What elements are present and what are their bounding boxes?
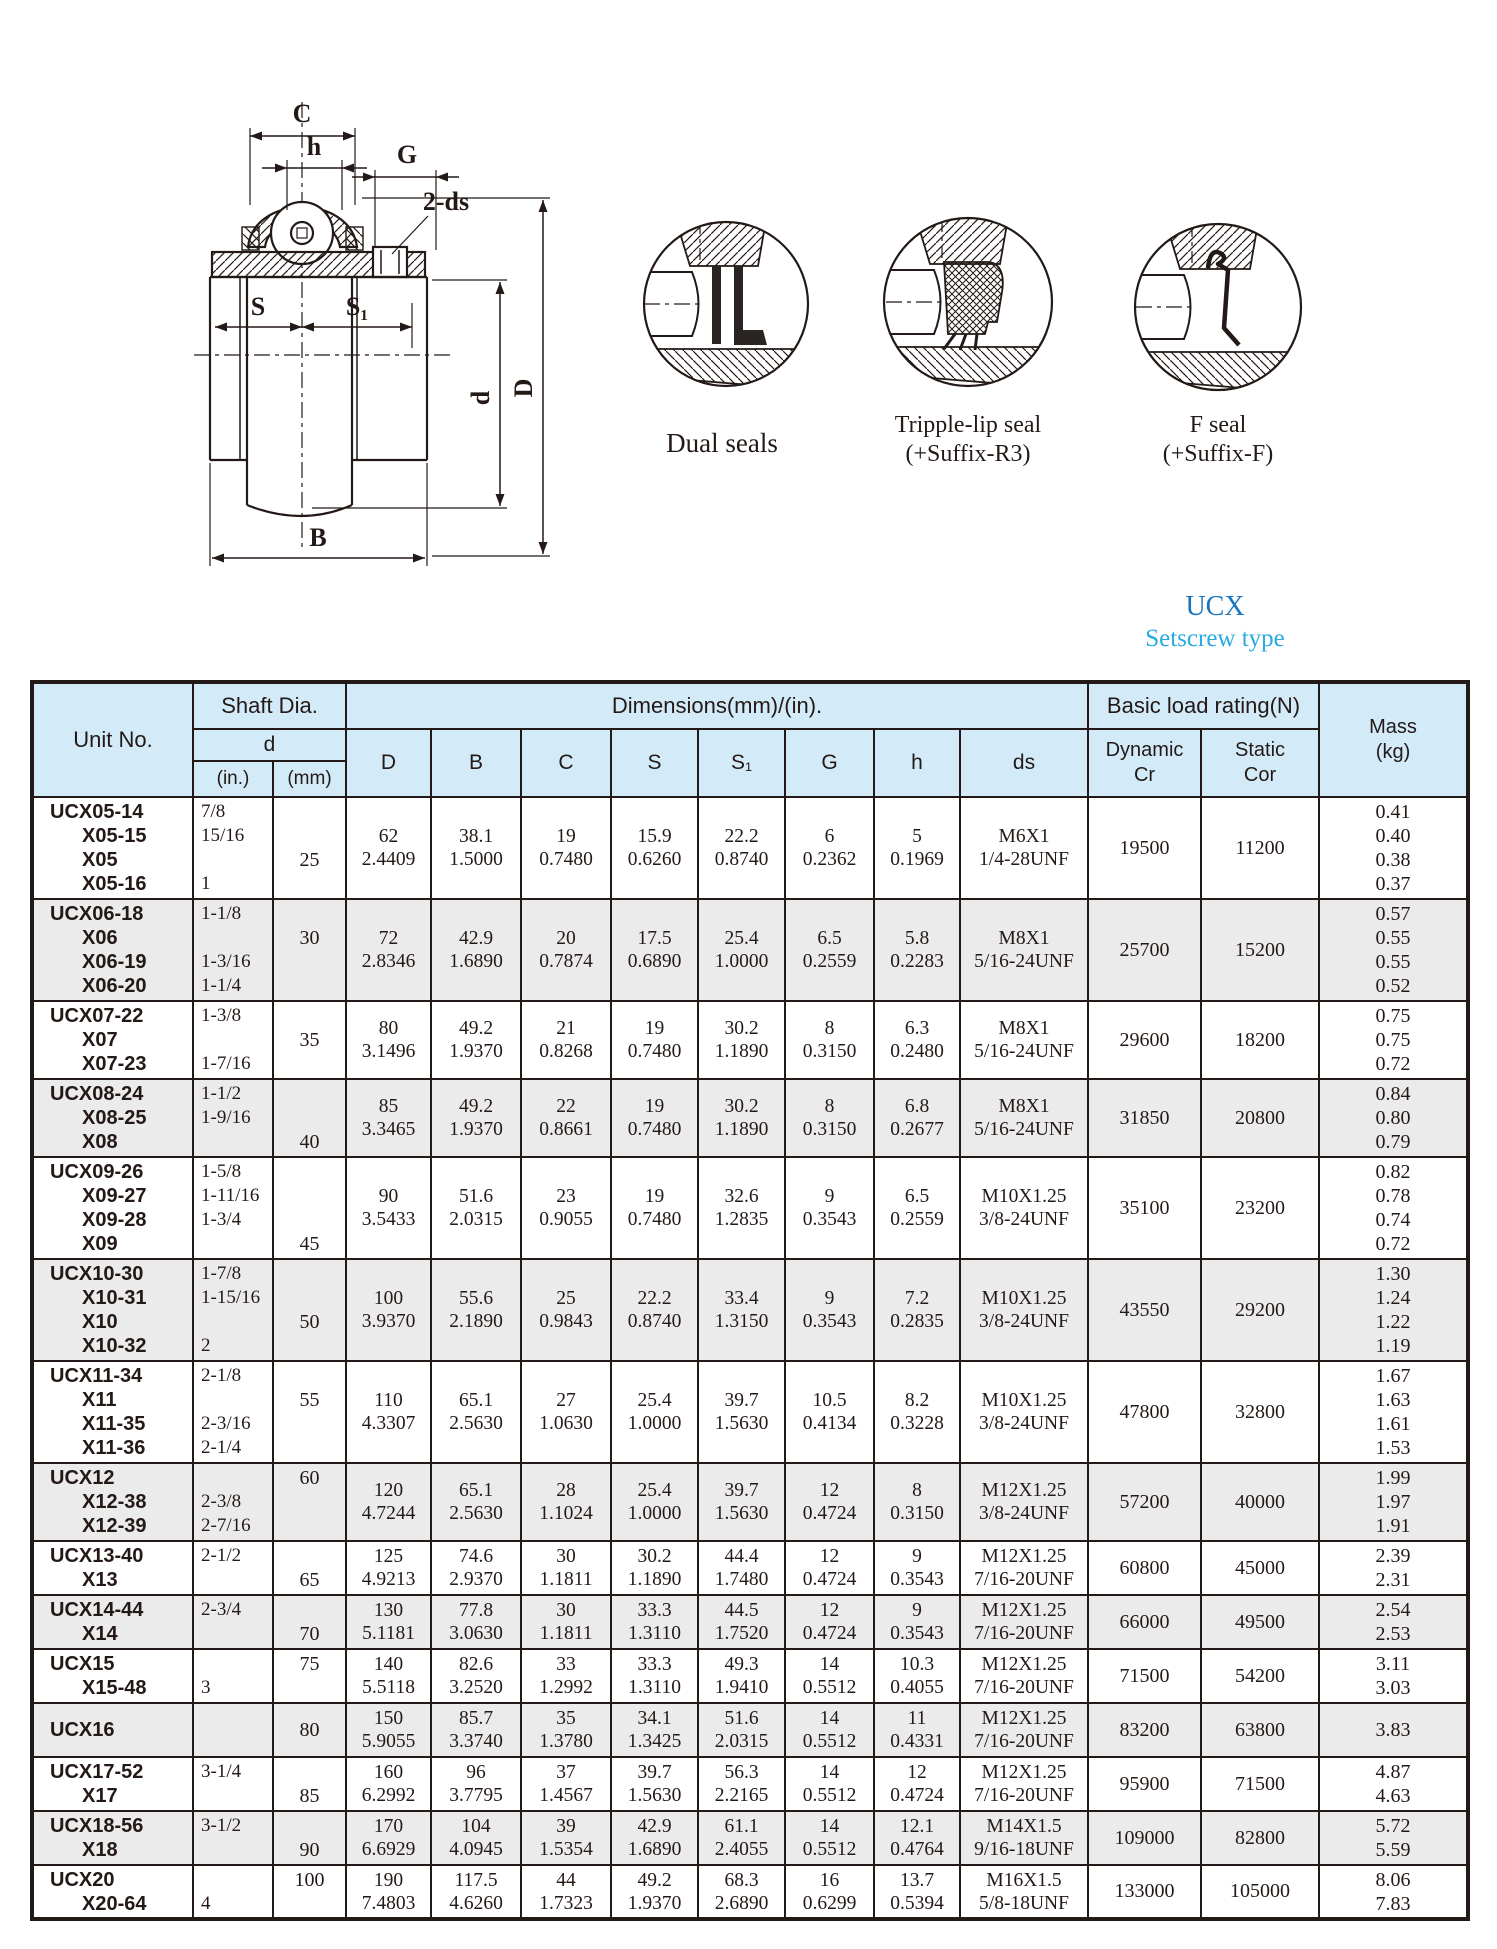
- dim-h-cell: 7.2 0.2835: [874, 1259, 960, 1361]
- dim-g-cell: 8 0.3150: [785, 1001, 874, 1079]
- dim-g-cell: 12 0.4724: [785, 1541, 874, 1595]
- shaft-dia-mm-cell: 80: [273, 1703, 346, 1757]
- seal-caption-tripple: Tripple-lip seal: [894, 412, 1042, 438]
- mass-label: Mass: [1369, 716, 1417, 738]
- shaft-dia-in-cell: 2-3/4: [193, 1595, 273, 1649]
- mass-unit-label: (kg): [1375, 741, 1411, 763]
- dim-c-cell: 35 1.3780: [521, 1703, 611, 1757]
- series-title: [1040, 590, 1390, 654]
- table-row: [32, 1811, 1468, 1865]
- seal-detail-dual: [640, 218, 812, 458]
- mass-cell: 8.06 7.83: [1319, 1865, 1468, 1919]
- dim-s1-cell: 30.2 1.1890: [698, 1001, 785, 1079]
- dim-s-cell: 33.3 1.3110: [611, 1595, 698, 1649]
- dim-g-cell: 12 0.4724: [785, 1595, 874, 1649]
- table-row: [32, 1079, 1468, 1157]
- dim-label-s1: S₁: [345, 292, 369, 321]
- unit-no-cell: UCX05-14 X05-15 X05 X05-16: [32, 797, 193, 899]
- dim-label-h: h: [306, 132, 322, 161]
- table-row: [32, 797, 1468, 899]
- dim-g-cell: 8 0.3150: [785, 1079, 874, 1157]
- dynamic-cr-cell: 66000: [1088, 1595, 1201, 1649]
- dim-s1-cell: 44.4 1.7480: [698, 1541, 785, 1595]
- unit-no-cell: UCX14-44 X14: [32, 1595, 193, 1649]
- dim-g-cell: 10.5 0.4134: [785, 1361, 874, 1463]
- dim-d-cell: 130 5.1181: [346, 1595, 431, 1649]
- mass-cell: 4.87 4.63: [1319, 1757, 1468, 1811]
- dim-d-cell: 150 5.9055: [346, 1703, 431, 1757]
- seal-right: [346, 227, 363, 250]
- shaft-dia-in-cell: 7/8 15/16 1: [193, 797, 273, 899]
- table-row: [32, 1595, 1468, 1649]
- dim-ds-cell: M14X1.5 9/16-18UNF: [960, 1811, 1088, 1865]
- static-label: Static: [1235, 739, 1286, 761]
- mass-cell: 0.41 0.40 0.38 0.37: [1319, 797, 1468, 899]
- dim-ds-cell: M12X1.25 7/16-20UNF: [960, 1703, 1088, 1757]
- dim-ds-cell: M16X1.5 5/8-18UNF: [960, 1865, 1088, 1919]
- mass-cell: 1.30 1.24 1.22 1.19: [1319, 1259, 1468, 1361]
- dim-c-cell: 19 0.7480: [521, 797, 611, 899]
- dynamic-cr-cell: 29600: [1088, 1001, 1201, 1079]
- static-cor-cell: 105000: [1201, 1865, 1319, 1919]
- col-header-unit-no: Unit No.: [32, 682, 193, 797]
- dim-g-cell: 16 0.6299: [785, 1865, 874, 1919]
- static-cor-cell: 54200: [1201, 1649, 1319, 1703]
- shaft-dia-mm-cell: 70: [273, 1595, 346, 1649]
- dim-s-cell: 19 0.7480: [611, 1079, 698, 1157]
- static-cor-cell: 71500: [1201, 1757, 1319, 1811]
- dim-b-cell: 82.6 3.2520: [431, 1649, 521, 1703]
- seal-detail-f: [1132, 221, 1304, 467]
- dim-h-cell: 9 0.3543: [874, 1595, 960, 1649]
- lube-hole: [291, 222, 313, 244]
- static-cor-cell: 32800: [1201, 1361, 1319, 1463]
- col-header-dim-ds: ds: [960, 729, 1088, 797]
- shaft-dia-in-cell: 3-1/2: [193, 1811, 273, 1865]
- dim-label-b: B: [309, 523, 327, 552]
- dim-d-cell: 120 4.7244: [346, 1463, 431, 1541]
- dim-c-cell: 25 0.9843: [521, 1259, 611, 1361]
- dim-ds-cell: M10X1.25 3/8-24UNF: [960, 1259, 1088, 1361]
- unit-no-cell: UCX07-22 X07 X07-23: [32, 1001, 193, 1079]
- col-header-dim-s1: S₁: [698, 729, 785, 797]
- shaft-dia-in-cell: 3: [193, 1649, 273, 1703]
- dim-s-cell: 25.4 1.0000: [611, 1361, 698, 1463]
- dim-b-cell: 96 3.7795: [431, 1757, 521, 1811]
- dim-ds-cell: M10X1.25 3/8-24UNF: [960, 1361, 1088, 1463]
- dim-label-g: G: [396, 140, 418, 169]
- dynamic-cr-cell: 35100: [1088, 1157, 1201, 1259]
- dim-c-cell: 21 0.8268: [521, 1001, 611, 1079]
- dim-s-cell: 30.2 1.1890: [611, 1541, 698, 1595]
- sleeve-cylinder: [210, 277, 427, 516]
- mass-cell: 5.72 5.59: [1319, 1811, 1468, 1865]
- spec-table-header: [32, 682, 1468, 797]
- dim-d-cell: 100 3.9370: [346, 1259, 431, 1361]
- col-header-d: d: [193, 729, 346, 761]
- dim-g-cell: 14 0.5512: [785, 1811, 874, 1865]
- dim-s-cell: 15.9 0.6260: [611, 797, 698, 899]
- dim-c-cell: 28 1.1024: [521, 1463, 611, 1541]
- dimension-annotations: [210, 99, 550, 566]
- dim-s1-cell: 68.3 2.6890: [698, 1865, 785, 1919]
- unit-no-cell: UCX17-52 X17: [32, 1757, 193, 1811]
- dim-ds-cell: M8X1 5/16-24UNF: [960, 899, 1088, 1001]
- dynamic-cr-cell: 109000: [1088, 1811, 1201, 1865]
- seal-detail-tripple-lip: [882, 216, 1054, 467]
- dim-label-c: C: [292, 99, 312, 128]
- col-header-dim-g: G: [785, 729, 874, 797]
- dim-h-cell: 6.5 0.2559: [874, 1157, 960, 1259]
- dim-d-cell: 160 6.2992: [346, 1757, 431, 1811]
- unit-no-cell: UCX16: [32, 1703, 193, 1757]
- col-header-in: (in.): [193, 761, 273, 797]
- dim-ds-cell: M6X1 1/4-28UNF: [960, 797, 1088, 899]
- shaft-dia-mm-cell: 100: [273, 1865, 346, 1919]
- dim-b-cell: 51.6 2.0315: [431, 1157, 521, 1259]
- dim-b-cell: 104 4.0945: [431, 1811, 521, 1865]
- dynamic-cr-cell: 47800: [1088, 1361, 1201, 1463]
- seal-caption-f: F seal: [1189, 412, 1247, 438]
- dim-d-cell: 170 6.6929: [346, 1811, 431, 1865]
- col-header-static-cor: [1201, 729, 1319, 797]
- col-header-dim-b: B: [431, 729, 521, 797]
- table-row: [32, 1649, 1468, 1703]
- shaft-dia-in-cell: [193, 1703, 273, 1757]
- dim-d-cell: 80 3.1496: [346, 1001, 431, 1079]
- table-row: [32, 1361, 1468, 1463]
- dim-s1-cell: 22.2 0.8740: [698, 797, 785, 899]
- dim-h-cell: 12.1 0.4764: [874, 1811, 960, 1865]
- static-cor-cell: 20800: [1201, 1079, 1319, 1157]
- dim-g-cell: 9 0.3543: [785, 1259, 874, 1361]
- dim-h-cell: 5 0.1969: [874, 797, 960, 899]
- shaft-dia-in-cell: 1-1/8 1-3/16 1-1/4: [193, 899, 273, 1001]
- dim-s1-cell: 44.5 1.7520: [698, 1595, 785, 1649]
- dim-b-cell: 42.9 1.6890: [431, 899, 521, 1001]
- dim-b-cell: 65.1 2.5630: [431, 1463, 521, 1541]
- col-header-shaft-dia: Shaft Dia.: [193, 682, 346, 729]
- mass-cell: 2.54 2.53: [1319, 1595, 1468, 1649]
- dim-h-cell: 13.7 0.5394: [874, 1865, 960, 1919]
- table-row: [32, 1757, 1468, 1811]
- unit-no-cell: UCX12 X12-38 X12-39: [32, 1463, 193, 1541]
- shaft-dia-mm-cell: 25: [273, 797, 346, 899]
- static-sub-label: Cor: [1243, 764, 1277, 786]
- seal-left: [242, 227, 259, 250]
- table-row: [32, 1259, 1468, 1361]
- static-cor-cell: 29200: [1201, 1259, 1319, 1361]
- mass-cell: 0.84 0.80 0.79: [1319, 1079, 1468, 1157]
- dim-g-cell: 6.5 0.2559: [785, 899, 874, 1001]
- static-cor-cell: 49500: [1201, 1595, 1319, 1649]
- dim-d-cell: 140 5.5118: [346, 1649, 431, 1703]
- dim-h-cell: 8.2 0.3228: [874, 1361, 960, 1463]
- dim-s-cell: 42.9 1.6890: [611, 1811, 698, 1865]
- dim-g-cell: 14 0.5512: [785, 1703, 874, 1757]
- col-header-dynamic-cr: [1088, 729, 1201, 797]
- dim-c-cell: 27 1.0630: [521, 1361, 611, 1463]
- shaft-dia-in-cell: 3-1/4: [193, 1757, 273, 1811]
- dim-h-cell: 8 0.3150: [874, 1463, 960, 1541]
- dim-h-cell: 11 0.4331: [874, 1703, 960, 1757]
- shaft-dia-mm-cell: 85: [273, 1757, 346, 1811]
- dim-c-cell: 20 0.7874: [521, 899, 611, 1001]
- dim-c-cell: 22 0.8661: [521, 1079, 611, 1157]
- dim-b-cell: 55.6 2.1890: [431, 1259, 521, 1361]
- static-cor-cell: 40000: [1201, 1463, 1319, 1541]
- shaft-dia-in-cell: 1-1/2 1-9/16: [193, 1079, 273, 1157]
- dim-label-dd: D: [509, 378, 538, 398]
- col-header-mm: (mm): [273, 761, 346, 797]
- table-row: [32, 1541, 1468, 1595]
- dim-b-cell: 65.1 2.5630: [431, 1361, 521, 1463]
- static-cor-cell: 11200: [1201, 797, 1319, 899]
- dynamic-cr-cell: 71500: [1088, 1649, 1201, 1703]
- seal-caption-f-suffix: (+Suffix-F): [1162, 441, 1274, 467]
- dim-s1-cell: 56.3 2.2165: [698, 1757, 785, 1811]
- col-header-load-rating: Basic load rating(N): [1088, 682, 1319, 729]
- mass-cell: 2.39 2.31: [1319, 1541, 1468, 1595]
- shaft-dia-mm-cell: 30: [273, 899, 346, 1001]
- dim-s-cell: 19 0.7480: [611, 1001, 698, 1079]
- dim-h-cell: 5.8 0.2283: [874, 899, 960, 1001]
- dim-ds-cell: M10X1.25 3/8-24UNF: [960, 1157, 1088, 1259]
- shaft-dia-mm-cell: 90: [273, 1811, 346, 1865]
- dim-ds-cell: M8X1 5/16-24UNF: [960, 1001, 1088, 1079]
- shaft-dia-in-cell: 1-5/8 1-11/16 1-3/4: [193, 1157, 273, 1259]
- table-row: [32, 899, 1468, 1001]
- dim-h-cell: 6.8 0.2677: [874, 1079, 960, 1157]
- dim-d-cell: 72 2.8346: [346, 899, 431, 1001]
- dim-s1-cell: 49.3 1.9410: [698, 1649, 785, 1703]
- dynamic-cr-cell: 25700: [1088, 899, 1201, 1001]
- shaft-dia-in-cell: 1-3/8 1-7/16: [193, 1001, 273, 1079]
- unit-no-cell: UCX08-24 X08-25 X08: [32, 1079, 193, 1157]
- shaft-dia-mm-cell: 45: [273, 1157, 346, 1259]
- mass-cell: 0.82 0.78 0.74 0.72: [1319, 1157, 1468, 1259]
- dim-ds-cell: M8X1 5/16-24UNF: [960, 1079, 1088, 1157]
- dim-c-cell: 30 1.1811: [521, 1541, 611, 1595]
- shaft-dia-mm-cell: 60: [273, 1463, 346, 1541]
- dim-b-cell: 49.2 1.9370: [431, 1079, 521, 1157]
- dim-d-cell: 190 7.4803: [346, 1865, 431, 1919]
- shaft-dia-mm-cell: 35: [273, 1001, 346, 1079]
- dim-ds-cell: M12X1.25 7/16-20UNF: [960, 1649, 1088, 1703]
- dim-s-cell: 19 0.7480: [611, 1157, 698, 1259]
- table-row: [32, 1463, 1468, 1541]
- dynamic-sub-label: Cr: [1133, 764, 1156, 786]
- dim-ds-cell: M12X1.25 7/16-20UNF: [960, 1595, 1088, 1649]
- unit-no-cell: UCX11-34 X11 X11-35 X11-36: [32, 1361, 193, 1463]
- mass-cell: 3.11 3.03: [1319, 1649, 1468, 1703]
- dim-b-cell: 117.5 4.6260: [431, 1865, 521, 1919]
- setscrew: [373, 247, 407, 277]
- static-cor-cell: 15200: [1201, 899, 1319, 1001]
- unit-no-cell: UCX09-26 X09-27 X09-28 X09: [32, 1157, 193, 1259]
- dim-d-cell: 125 4.9213: [346, 1541, 431, 1595]
- col-header-dim-c: C: [521, 729, 611, 797]
- dim-s-cell: 39.7 1.5630: [611, 1757, 698, 1811]
- table-row: [32, 1703, 1468, 1757]
- seal-caption-dual: Dual seals: [666, 428, 778, 458]
- dim-s-cell: 25.4 1.0000: [611, 1463, 698, 1541]
- dim-b-cell: 74.6 2.9370: [431, 1541, 521, 1595]
- mass-cell: 0.75 0.75 0.72: [1319, 1001, 1468, 1079]
- col-header-dim-s: S: [611, 729, 698, 797]
- dim-label-d: d: [466, 390, 495, 406]
- static-cor-cell: 82800: [1201, 1811, 1319, 1865]
- dim-g-cell: 9 0.3543: [785, 1157, 874, 1259]
- dynamic-label: Dynamic: [1105, 739, 1184, 761]
- shaft-dia-mm-cell: 40: [273, 1079, 346, 1157]
- dim-g-cell: 6 0.2362: [785, 797, 874, 899]
- dynamic-cr-cell: 95900: [1088, 1757, 1201, 1811]
- dim-s1-cell: 61.1 2.4055: [698, 1811, 785, 1865]
- unit-no-cell: UCX10-30 X10-31 X10 X10-32: [32, 1259, 193, 1361]
- dim-h-cell: 9 0.3543: [874, 1541, 960, 1595]
- dynamic-cr-cell: 57200: [1088, 1463, 1201, 1541]
- col-header-dimensions: Dimensions(mm)/(in).: [346, 682, 1088, 729]
- series-type: Setscrew type: [1145, 625, 1285, 652]
- dim-s-cell: 49.2 1.9370: [611, 1865, 698, 1919]
- shaft-dia-in-cell: 2-3/8 2-7/16: [193, 1463, 273, 1541]
- dim-s1-cell: 39.7 1.5630: [698, 1463, 785, 1541]
- seal-caption-tripple-suffix: (+Suffix-R3): [905, 441, 1031, 467]
- unit-no-cell: UCX15 X15-48: [32, 1649, 193, 1703]
- shaft-dia-mm-cell: 50: [273, 1259, 346, 1361]
- shaft-dia-mm-cell: 65: [273, 1541, 346, 1595]
- shaft-dia-mm-cell: 55: [273, 1361, 346, 1463]
- shaft-dia-in-cell: 4: [193, 1865, 273, 1919]
- shaft-dia-in-cell: 1-7/8 1-15/16 2: [193, 1259, 273, 1361]
- dim-s1-cell: 25.4 1.0000: [698, 899, 785, 1001]
- col-header-mass: [1319, 682, 1468, 797]
- bearing-cross-section: [194, 99, 550, 566]
- dim-b-cell: 77.8 3.0630: [431, 1595, 521, 1649]
- static-cor-cell: 18200: [1201, 1001, 1319, 1079]
- dim-s-cell: 34.1 1.3425: [611, 1703, 698, 1757]
- dim-g-cell: 14 0.5512: [785, 1757, 874, 1811]
- dim-b-cell: 85.7 3.3740: [431, 1703, 521, 1757]
- mass-cell: 0.57 0.55 0.55 0.52: [1319, 899, 1468, 1001]
- static-cor-cell: 63800: [1201, 1703, 1319, 1757]
- dim-ds-cell: M12X1.25 7/16-20UNF: [960, 1757, 1088, 1811]
- dim-s-cell: 22.2 0.8740: [611, 1259, 698, 1361]
- dim-h-cell: 12 0.4724: [874, 1757, 960, 1811]
- static-cor-cell: 45000: [1201, 1541, 1319, 1595]
- dynamic-cr-cell: 133000: [1088, 1865, 1201, 1919]
- dim-c-cell: 44 1.7323: [521, 1865, 611, 1919]
- dim-b-cell: 49.2 1.9370: [431, 1001, 521, 1079]
- dim-c-cell: 30 1.1811: [521, 1595, 611, 1649]
- dim-g-cell: 12 0.4724: [785, 1463, 874, 1541]
- dim-c-cell: 39 1.5354: [521, 1811, 611, 1865]
- unit-no-cell: UCX18-56 X18: [32, 1811, 193, 1865]
- table-row: [32, 1157, 1468, 1259]
- dim-s1-cell: 33.4 1.3150: [698, 1259, 785, 1361]
- dim-h-cell: 10.3 0.4055: [874, 1649, 960, 1703]
- dim-s-cell: 33.3 1.3110: [611, 1649, 698, 1703]
- dim-s1-cell: 32.6 1.2835: [698, 1157, 785, 1259]
- unit-no-cell: UCX13-40 X13: [32, 1541, 193, 1595]
- dim-d-cell: 110 4.3307: [346, 1361, 431, 1463]
- dim-h-cell: 6.3 0.2480: [874, 1001, 960, 1079]
- dim-c-cell: 37 1.4567: [521, 1757, 611, 1811]
- unit-no-cell: UCX06-18 X06 X06-19 X06-20: [32, 899, 193, 1001]
- table-row: [32, 1001, 1468, 1079]
- table-row: [32, 1865, 1468, 1919]
- dim-d-cell: 90 3.5433: [346, 1157, 431, 1259]
- dim-d-cell: 62 2.4409: [346, 797, 431, 899]
- series-name: UCX: [1185, 591, 1245, 622]
- bearing-spec-table: [30, 680, 1470, 1921]
- dim-label-s: S: [250, 292, 266, 321]
- mass-cell: 1.99 1.97 1.91: [1319, 1463, 1468, 1541]
- shaft-dia-in-cell: 2-1/8 2-3/16 2-1/4: [193, 1361, 273, 1463]
- dim-b-cell: 38.1 1.5000: [431, 797, 521, 899]
- dim-ds-cell: M12X1.25 7/16-20UNF: [960, 1541, 1088, 1595]
- dim-label-2ds: 2-ds: [422, 187, 470, 216]
- dynamic-cr-cell: 19500: [1088, 797, 1201, 899]
- dim-g-cell: 14 0.5512: [785, 1649, 874, 1703]
- dim-s1-cell: 39.7 1.5630: [698, 1361, 785, 1463]
- dim-s-cell: 17.5 0.6890: [611, 899, 698, 1001]
- shaft-dia-mm-cell: 75: [273, 1649, 346, 1703]
- dynamic-cr-cell: 83200: [1088, 1703, 1201, 1757]
- dim-d-cell: 85 3.3465: [346, 1079, 431, 1157]
- dim-s1-cell: 30.2 1.1890: [698, 1079, 785, 1157]
- unit-no-cell: UCX20 X20-64: [32, 1865, 193, 1919]
- dim-s1-cell: 51.6 2.0315: [698, 1703, 785, 1757]
- dim-c-cell: 33 1.2992: [521, 1649, 611, 1703]
- spec-table-body: [32, 797, 1468, 1919]
- mass-cell: 3.83: [1319, 1703, 1468, 1757]
- mass-cell: 1.67 1.63 1.61 1.53: [1319, 1361, 1468, 1463]
- dim-c-cell: 23 0.9055: [521, 1157, 611, 1259]
- dim-ds-cell: M12X1.25 3/8-24UNF: [960, 1463, 1088, 1541]
- dynamic-cr-cell: 43550: [1088, 1259, 1201, 1361]
- dynamic-cr-cell: 60800: [1088, 1541, 1201, 1595]
- dynamic-cr-cell: 31850: [1088, 1079, 1201, 1157]
- col-header-dim-d: D: [346, 729, 431, 797]
- static-cor-cell: 23200: [1201, 1157, 1319, 1259]
- shaft-dia-in-cell: 2-1/2: [193, 1541, 273, 1595]
- col-header-dim-h: h: [874, 729, 960, 797]
- technical-drawing: [0, 0, 1497, 580]
